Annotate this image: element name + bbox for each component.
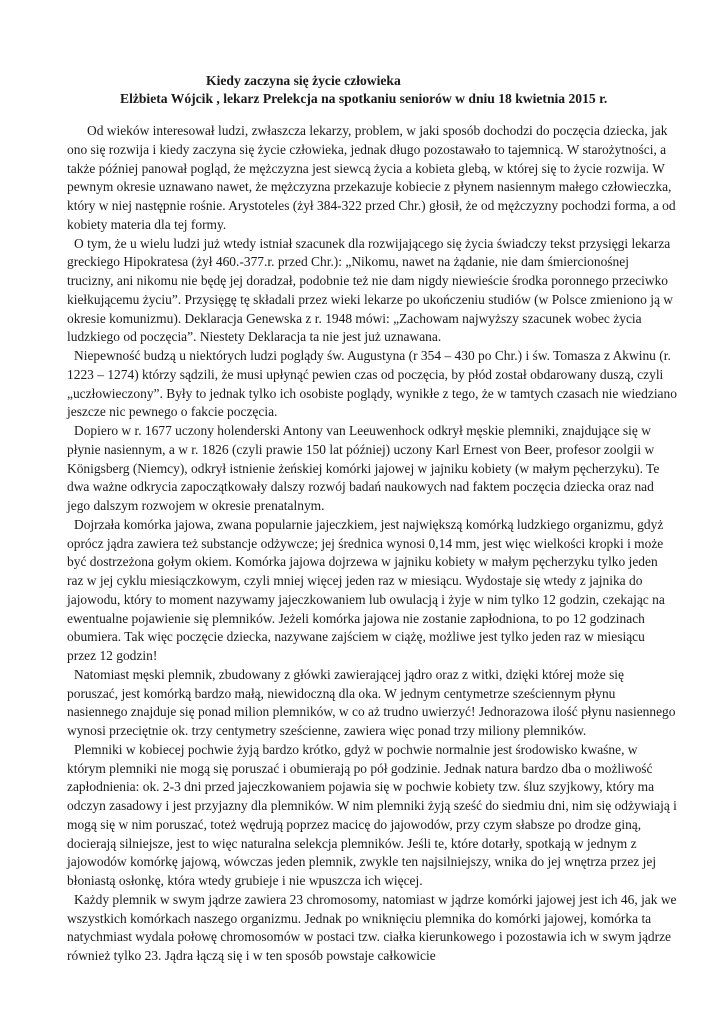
paragraph: Od wieków interesował ludzi, zwłaszcza lekarzy, problem, w jaki sposób dochodzi do poczęcia dziecka, jak ono się rozwija i kiedy zaczyna się życie człowieka, jednak długo pozostawało to tajemnicą. W starożytności, a także później panował pogląd, że mężczyzna jest siewcą życia a kobieta glebą, w której się to życie rozwija. W pewnym okresie uznawano nawet, że mężczyzna przekazuje kobiecie z płynem nasiennym małego człowieczka, który w niej następnie rośnie. Arystoteles (żył 384-322 przed Chr.) głosił, że od mężczyzny pochodzi forma, a od kobiety materia dla tej formy.: [67, 123, 676, 232]
paragraph: Natomiast męski plemnik, zbudowany z główki zawierającej jądro oraz z witki, dzięki której może się poruszać, jest komórką bardzo małą, niewidoczną dla oka. W jednym centymetrze sześciennym płynu nasiennego znajduje się ponad milion plemników, w co aż trudno uwierzyć! Jednorazowa ilość płynu nasiennego wynosi przeciętnie ok. trzy centymetry sześcienne, zawiera więc ponad trzy miliony plemników.: [67, 666, 676, 738]
document-title: Kiedy zaczyna się życie człowieka: [206, 73, 401, 88]
paragraph: Dopiero w r. 1677 uczony holenderski Antony van Leeuwenhock odkrył męskie plemniki, znajdujące się w płynie nasiennym, a w r. 1826 (czyli prawie 150 lat później) uczony Karl Ernest von Beer, profesor zoolgii w Königsberg (Niemcy), odkrył istnienie żeńskiej komórki jajowej w jajniku kobiety (w małym pęcherzyku). Te dwa ważne odkrycia zapoczątkowały dalszy rozwój badań naukowych nad faktem poczęcia dziecka oraz nad jego dalszym rozwojem w okresie prenatalnym.: [67, 423, 660, 513]
paragraph: Niepewność budzą u niektórych ludzi poglądy św. Augustyna (r 354 – 430 po Chr.) i św. Tomasza z Akwinu (r. 1223 – 1274) którzy sądzili, że musi upłynąć pewien czas od poczęcia, by płód został obdarowany duszą, czyli „uczłowieczony”. Były to jednak tylko ich osobiste poglądy, wynikłe z tego, że w tamtych czasach nie wiedziano jeszcze nic pewnego o fakcie poczęcia.: [67, 348, 677, 420]
paragraph: Plemniki w kobiecej pochwie żyją bardzo krótko, gdyż w pochwie normalnie jest środowisko kwaśne, w którym plemniki nie mogą się poruszać i obumierają po pół godzinie. Jednak natura bardzo dba o możliwość zapłodnienia: ok. 2-3 dni przed jajeczkowaniem pojawia się w pochwie kobiety tzw. śluz szyjkowy, który ma odczyn zasadowy i jest przyjazny dla plemników. W nim plemniki żyją sześć do siedmiu dni, nim się odżywiają i mogą się w nim poruszać, toteż wędrują poprzez macicę do jajowodów, przy czym słabsze po drodze giną, docierają silniejsze, jest to więc naturalna selekcja plemników. Jeśli te, które dotarły, spotkają w jednym z jajowodów komórkę jajową, wówczas jeden plemnik, zwykle ten najsilniejszy, wnika do jej wnętrza przez jej błoniastą osłonkę, która wtedy grubieje i nie wpuszcza ich więcej.: [67, 741, 677, 888]
document-byline: Elżbieta Wójcik , lekarz Prelekcja na spotkaniu seniorów w dniu 18 kwietnia 2015 r.: [120, 91, 608, 106]
paragraph: O tym, że u wielu ludzi już wtedy istniał szacunek dla rozwijającego się życia świadczy tekst przysięgi lekarza greckiego Hipokratesa (żył 460.-377.r. przed Chr.): „Nikomu, nawet na żądanie, nie dam śmiercionośnej trucizny, ani nikomu nie będę jej doradzał, podobnie też nie dam nigdy niewieście środka poronnego przeciwko kiełkującemu życiu”. Przysięgę tę składali przez wieki lekarze po ukończeniu studiów (w Polsce zmieniono ją w okresie komunizmu). Deklaracja Genewska z r. 1948 mówi: „Zachowam najwyższy szacunek wobec życia ludzkiego od poczęcia”. Niestety Deklaracja ta nie jest już uznawana.: [67, 235, 673, 345]
paragraph: Każdy plemnik w swym jądrze zawiera 23 chromosomy, natomiast w jądrze komórki jajowej jest ich 46, jak we wszystkich komórkach naszego organizmu. Jednak po wniknięciu plemnika do komórki jajowej, komórka ta natychmiast wydala połowę chromosomów w postaci tzw. ciałka kierunkowego i pozostawia ich w swym jądrze również tylko 23. Jądra łączą się i w ten sposób powstaje całkowicie: [67, 891, 677, 963]
document-header: [0, 72, 724, 108]
paragraph: Dojrzała komórka jajowa, zwana popularnie jajeczkiem, jest największą komórką ludzkiego organizmu, gdyż oprócz jądra zawiera też substancje odżywcze; jej średnica wynosi 0,14 mm, jest więc wielkości kropki i może być dostrzeżona gołym okiem. Komórka jajowa dojrzewa w jajniku kobiety w małym pęcherzyku tylko jeden raz w jej cyklu miesiączkowym, czyli mniej więcej jeden raz w miesiącu. Wydostaje się wtedy z jajnika do jajowodu, który to moment nazywamy jajeczkowaniem lub owulacją i żyje w nim tylko 12 godzin, czekając na ewentualne pojawienie się plemników. Jeżeli komórka jajowa nie zostanie zapłodniona, to po 12 godzinach obumiera. Tak więc poczęcie dziecka, nazywane zajściem w ciążę, możliwe jest tylko jeden raz w miesiącu przez 12 godzin!: [67, 516, 665, 663]
document-body: [67, 122, 677, 966]
